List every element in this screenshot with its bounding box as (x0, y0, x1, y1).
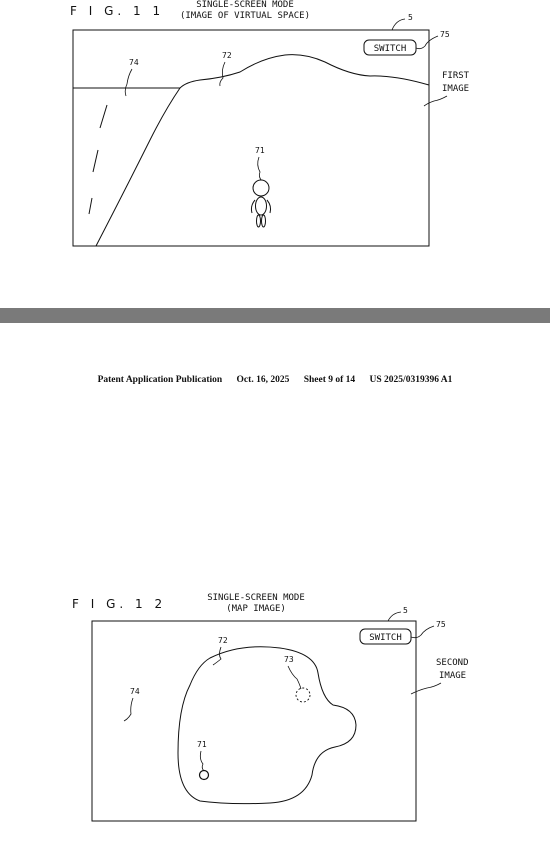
header-sheet: Sheet 9 of 14 (303, 375, 356, 385)
fig11-ref-switch: 75 (440, 30, 450, 39)
fig12-leader-region (124, 698, 133, 721)
fig12-leader-marker (288, 666, 301, 689)
fig12-side-label-1: SECOND (436, 658, 469, 668)
fig11-region-stroke-2 (93, 150, 98, 172)
fig12-ref-character: 71 (197, 740, 207, 749)
fig11-switch-label: SWITCH (373, 44, 407, 54)
fig11-ref-terrain: 72 (222, 51, 232, 60)
fig11-side-label-2: IMAGE (442, 84, 470, 94)
fig12-ref-switch: 75 (436, 620, 446, 629)
fig12-marker-circle (296, 688, 310, 702)
fig12-ref-screen: 5 (403, 606, 408, 615)
fig12-map-terrain (178, 647, 356, 804)
fig12-mode-line1: SINGLE-SCREEN MODE (207, 593, 305, 603)
fig12-ref-marker: 73 (284, 655, 294, 664)
fig11-leader-screen (392, 19, 405, 30)
fig12-ref-region: 74 (130, 687, 140, 696)
fig12-side-label-2: IMAGE (439, 671, 467, 681)
fig12-leader-character (200, 751, 204, 771)
header-date: Oct. 16, 2025 (236, 375, 290, 385)
fig12-mode-line2: (MAP IMAGE) (226, 604, 286, 614)
fig12-leader-screen (388, 612, 401, 621)
fig11-region-stroke-3 (89, 198, 92, 214)
fig12-label: F I G. 1 2 (72, 597, 167, 611)
fig11-ref-region: 74 (129, 58, 139, 67)
fig12-character-marker (200, 771, 209, 780)
fig11-leader-region (125, 69, 132, 96)
fig12-switch-label: SWITCH (369, 633, 402, 643)
fig11-ref-character: 71 (255, 146, 265, 155)
fig12-screen-frame (92, 621, 416, 821)
header-publication: Patent Application Publication (97, 375, 223, 385)
fig11-ref-screen: 5 (408, 13, 413, 22)
fig11-mode-line2: (IMAGE OF VIRTUAL SPACE) (179, 11, 311, 21)
fig11-screen-frame (73, 30, 429, 246)
fig11-region-stroke-1 (100, 105, 107, 128)
fig11-side-label-1: FIRST (442, 71, 470, 81)
header-number: US 2025/0319396 A1 (369, 375, 453, 385)
fig11-terrain-line (73, 55, 429, 88)
patent-sheet-bottom (0, 323, 550, 843)
patent-sheet-top (0, 0, 550, 308)
fig11-character-figure (251, 180, 270, 227)
fig12-ref-terrain: 72 (218, 636, 228, 645)
fig11-drawing (0, 0, 550, 308)
fig11-label: F I G. 1 1 (70, 4, 165, 18)
fig11-leader-switch (416, 36, 438, 49)
fig11-cliff-edge (96, 88, 180, 246)
fig12-drawing (0, 323, 550, 843)
fig11-leader-side (424, 96, 447, 106)
fig11-leader-character (258, 157, 262, 181)
page-divider (0, 308, 550, 323)
fig12-leader-switch (411, 626, 434, 638)
fig11-leader-terrain (220, 62, 225, 86)
fig11-mode-line1: SINGLE-SCREEN MODE (196, 0, 294, 10)
